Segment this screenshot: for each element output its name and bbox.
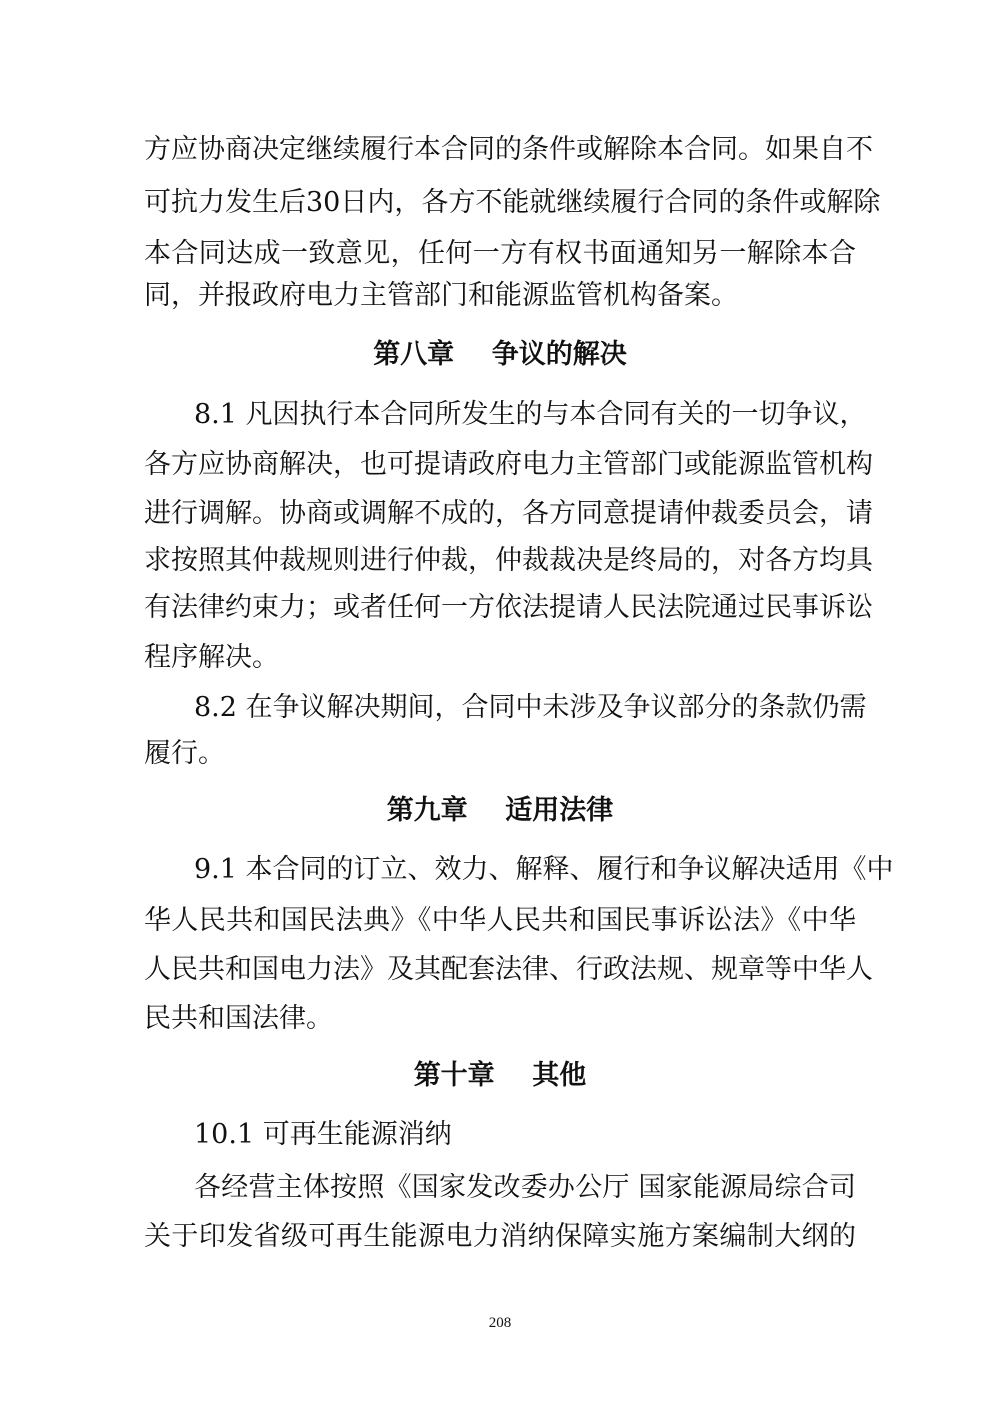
page-number: 208 <box>488 1315 512 1331</box>
clause-8-1-line: 各方应协商解决，也可提请政府电力主管部门或能源监管机构 <box>144 449 873 480</box>
clause-10-1-line: 关于印发省级可再生能源电力消纳保障实施方案编制大纲的 <box>144 1221 856 1252</box>
clause-8-1-line: 程序解决。 <box>144 642 279 673</box>
paragraph-line: 方应协商决定继续履行本合同的条件或解除本合同。如果自不 <box>144 134 873 165</box>
paragraph-line: 可抗力发生后30日内，各方不能就继续履行合同的条件或解除 <box>144 187 881 218</box>
paragraph-line: 同，并报政府电力主管部门和能源监管机构备案。 <box>144 280 738 311</box>
clause-9-1-line: 人民共和国电力法》及其配套法律、行政法规、规章等中华人 <box>144 954 873 985</box>
clause-8-2-line: 8.2 在争议解决期间，合同中未涉及争议部分的条款仍需 <box>194 692 867 723</box>
clause-8-2-line: 履行。 <box>144 738 225 769</box>
clause-8-1-line: 求按照其仲裁规则进行仲裁，仲裁裁决是终局的，对各方均具 <box>144 545 873 576</box>
chapter-10-title: 第十章 其他 <box>413 1060 587 1091</box>
clause-10-1-heading: 10.1 可再生能源消纳 <box>194 1119 452 1150</box>
clause-10-1-line: 各经营主体按照《国家发改委办公厅 国家能源局综合司 <box>194 1172 856 1203</box>
clause-9-1-line: 民共和国法律。 <box>144 1003 333 1034</box>
chapter-8-title: 第八章 争议的解决 <box>373 339 627 370</box>
paragraph-line: 本合同达成一致意见，任何一方有权书面通知另一解除本合 <box>144 238 856 269</box>
clause-8-1-line: 8.1 凡因执行本合同所发生的与本合同有关的一切争议， <box>194 399 867 430</box>
chapter-9-title: 第九章 适用法律 <box>386 795 614 826</box>
clause-9-1-line: 华人民共和国民法典》《中华人民共和国民事诉讼法》《中华 <box>144 905 856 936</box>
clause-9-1-line: 9.1 本合同的订立、效力、解释、履行和争议解决适用《中 <box>194 854 894 885</box>
clause-8-1-line: 有法律约束力；或者任何一方依法提请人民法院通过民事诉讼 <box>144 592 873 623</box>
clause-8-1-line: 进行调解。协商或调解不成的，各方同意提请仲裁委员会，请 <box>144 498 873 529</box>
